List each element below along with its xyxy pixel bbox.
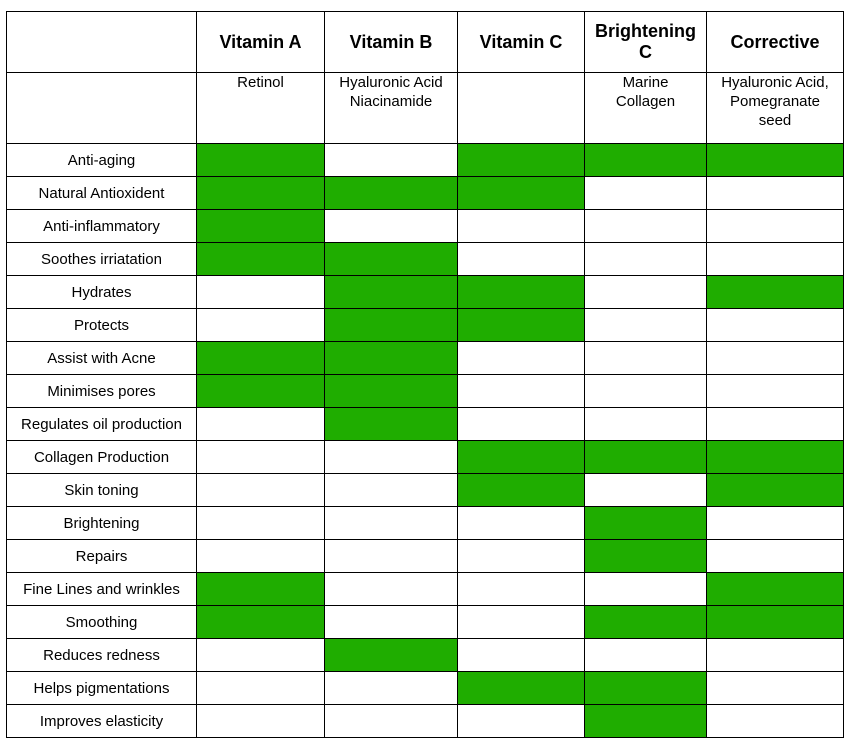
column-subheader: Hyaluronic Acid, Pomegranate seed <box>707 73 844 144</box>
table-row <box>7 573 844 606</box>
benefit-cell-empty <box>707 507 844 540</box>
benefit-cell-checked <box>707 606 844 639</box>
benefit-cell-checked <box>197 342 325 375</box>
row-label: Brightening <box>7 507 197 540</box>
benefit-cell-checked <box>325 375 458 408</box>
benefit-cell-empty <box>707 540 844 573</box>
row-label: Skin toning <box>7 474 197 507</box>
benefit-cell-empty <box>707 210 844 243</box>
column-subheader: Hyaluronic Acid Niacinamide <box>325 73 458 144</box>
subheader-row <box>7 73 844 144</box>
column-header: Brightening C <box>585 12 707 73</box>
benefit-cell-empty <box>585 177 707 210</box>
table-row <box>7 276 844 309</box>
column-subheader: Retinol <box>197 73 325 144</box>
benefit-cell-checked <box>325 342 458 375</box>
benefit-cell-empty <box>707 375 844 408</box>
benefit-cell-empty <box>197 540 325 573</box>
row-label: Soothes irriatation <box>7 243 197 276</box>
benefit-cell-empty <box>458 375 585 408</box>
benefit-cell-empty <box>707 243 844 276</box>
benefit-cell-checked <box>585 540 707 573</box>
benefit-cell-empty <box>707 309 844 342</box>
table-row <box>7 375 844 408</box>
row-label: Collagen Production <box>7 441 197 474</box>
benefit-cell-checked <box>197 177 325 210</box>
table-row <box>7 474 844 507</box>
benefit-cell-empty <box>325 507 458 540</box>
column-subheader: Marine Collagen <box>585 73 707 144</box>
table-row <box>7 639 844 672</box>
benefit-cell-checked <box>458 309 585 342</box>
benefit-cell-checked <box>197 144 325 177</box>
benefit-cell-checked <box>585 144 707 177</box>
benefit-cell-checked <box>458 144 585 177</box>
column-header: Vitamin C <box>458 12 585 73</box>
benefit-cell-checked <box>197 573 325 606</box>
row-label: Repairs <box>7 540 197 573</box>
table-row <box>7 540 844 573</box>
column-header: Corrective <box>707 12 844 73</box>
benefit-cell-empty <box>458 210 585 243</box>
benefit-cell-empty <box>707 639 844 672</box>
table-row <box>7 144 844 177</box>
benefit-cell-checked <box>197 375 325 408</box>
table-row <box>7 606 844 639</box>
benefit-cell-empty <box>585 276 707 309</box>
benefit-cell-checked <box>458 441 585 474</box>
benefit-cell-empty <box>585 210 707 243</box>
benefit-cell-empty <box>325 540 458 573</box>
table-row <box>7 309 844 342</box>
benefit-cell-empty <box>325 672 458 705</box>
benefit-cell-empty <box>325 573 458 606</box>
column-subheader <box>458 73 585 144</box>
benefit-cell-empty <box>707 408 844 441</box>
benefit-cell-checked <box>325 276 458 309</box>
benefit-cell-empty <box>585 474 707 507</box>
benefit-cell-empty <box>325 606 458 639</box>
benefit-cell-checked <box>585 606 707 639</box>
table-row <box>7 243 844 276</box>
benefit-cell-empty <box>707 177 844 210</box>
benefit-cell-empty <box>458 507 585 540</box>
benefit-cell-empty <box>458 606 585 639</box>
benefit-cell-empty <box>458 573 585 606</box>
table-row <box>7 210 844 243</box>
benefit-cell-checked <box>585 441 707 474</box>
benefit-cell-empty <box>197 309 325 342</box>
header-row <box>7 12 844 73</box>
benefit-cell-checked <box>197 243 325 276</box>
benefit-cell-checked <box>585 705 707 738</box>
benefit-cell-empty <box>707 672 844 705</box>
row-label: Reduces redness <box>7 639 197 672</box>
corner-cell <box>7 12 197 73</box>
row-label: Smoothing <box>7 606 197 639</box>
benefit-cell-checked <box>585 507 707 540</box>
table-row <box>7 705 844 738</box>
benefit-cell-empty <box>585 309 707 342</box>
benefit-cell-empty <box>458 408 585 441</box>
benefit-cell-empty <box>197 672 325 705</box>
row-label: Protects <box>7 309 197 342</box>
benefit-cell-empty <box>325 474 458 507</box>
benefit-cell-checked <box>197 210 325 243</box>
table-row <box>7 342 844 375</box>
table-row <box>7 408 844 441</box>
benefit-cell-empty <box>197 441 325 474</box>
benefit-cell-empty <box>585 573 707 606</box>
benefit-cell-empty <box>585 375 707 408</box>
benefit-cell-empty <box>707 705 844 738</box>
table-row <box>7 441 844 474</box>
benefit-cell-empty <box>197 276 325 309</box>
benefit-cell-empty <box>707 342 844 375</box>
benefit-cell-empty <box>197 705 325 738</box>
benefit-cell-empty <box>325 441 458 474</box>
benefit-cell-checked <box>325 243 458 276</box>
benefit-cell-empty <box>325 144 458 177</box>
row-label: Anti-aging <box>7 144 197 177</box>
benefit-cell-empty <box>197 507 325 540</box>
benefit-cell-empty <box>458 342 585 375</box>
row-label: Fine Lines and wrinkles <box>7 573 197 606</box>
benefit-cell-empty <box>197 408 325 441</box>
row-label: Improves elasticity <box>7 705 197 738</box>
benefit-cell-empty <box>585 342 707 375</box>
benefit-cell-checked <box>707 441 844 474</box>
benefit-cell-checked <box>458 276 585 309</box>
benefit-cell-checked <box>585 672 707 705</box>
column-header: Vitamin B <box>325 12 458 73</box>
table-row <box>7 177 844 210</box>
benefit-cell-empty <box>585 639 707 672</box>
benefit-cell-empty <box>325 705 458 738</box>
column-header: Vitamin A <box>197 12 325 73</box>
benefit-cell-empty <box>458 705 585 738</box>
benefit-cell-checked <box>458 177 585 210</box>
benefit-cell-checked <box>325 309 458 342</box>
corner-sub-cell <box>7 73 197 144</box>
row-label: Hydrates <box>7 276 197 309</box>
row-label: Minimises pores <box>7 375 197 408</box>
row-label: Helps pigmentations <box>7 672 197 705</box>
table-body <box>7 144 844 738</box>
benefit-cell-checked <box>325 408 458 441</box>
row-label: Assist with Acne <box>7 342 197 375</box>
benefit-cell-empty <box>458 639 585 672</box>
benefit-cell-checked <box>458 672 585 705</box>
benefit-cell-checked <box>325 177 458 210</box>
table-row <box>7 507 844 540</box>
benefit-cell-checked <box>707 144 844 177</box>
benefit-cell-empty <box>325 210 458 243</box>
benefit-cell-checked <box>325 639 458 672</box>
benefit-cell-empty <box>585 408 707 441</box>
benefit-cell-empty <box>585 243 707 276</box>
benefit-cell-checked <box>707 573 844 606</box>
ingredient-benefits-table <box>6 11 844 738</box>
benefit-cell-empty <box>458 243 585 276</box>
row-label: Anti-inflammatory <box>7 210 197 243</box>
table-row <box>7 672 844 705</box>
benefit-cell-empty <box>458 540 585 573</box>
benefit-cell-checked <box>707 276 844 309</box>
row-label: Regulates oil production <box>7 408 197 441</box>
benefit-cell-empty <box>197 474 325 507</box>
row-label: Natural Antioxident <box>7 177 197 210</box>
benefit-cell-checked <box>458 474 585 507</box>
benefit-cell-empty <box>197 639 325 672</box>
benefit-cell-checked <box>197 606 325 639</box>
benefit-cell-checked <box>707 474 844 507</box>
